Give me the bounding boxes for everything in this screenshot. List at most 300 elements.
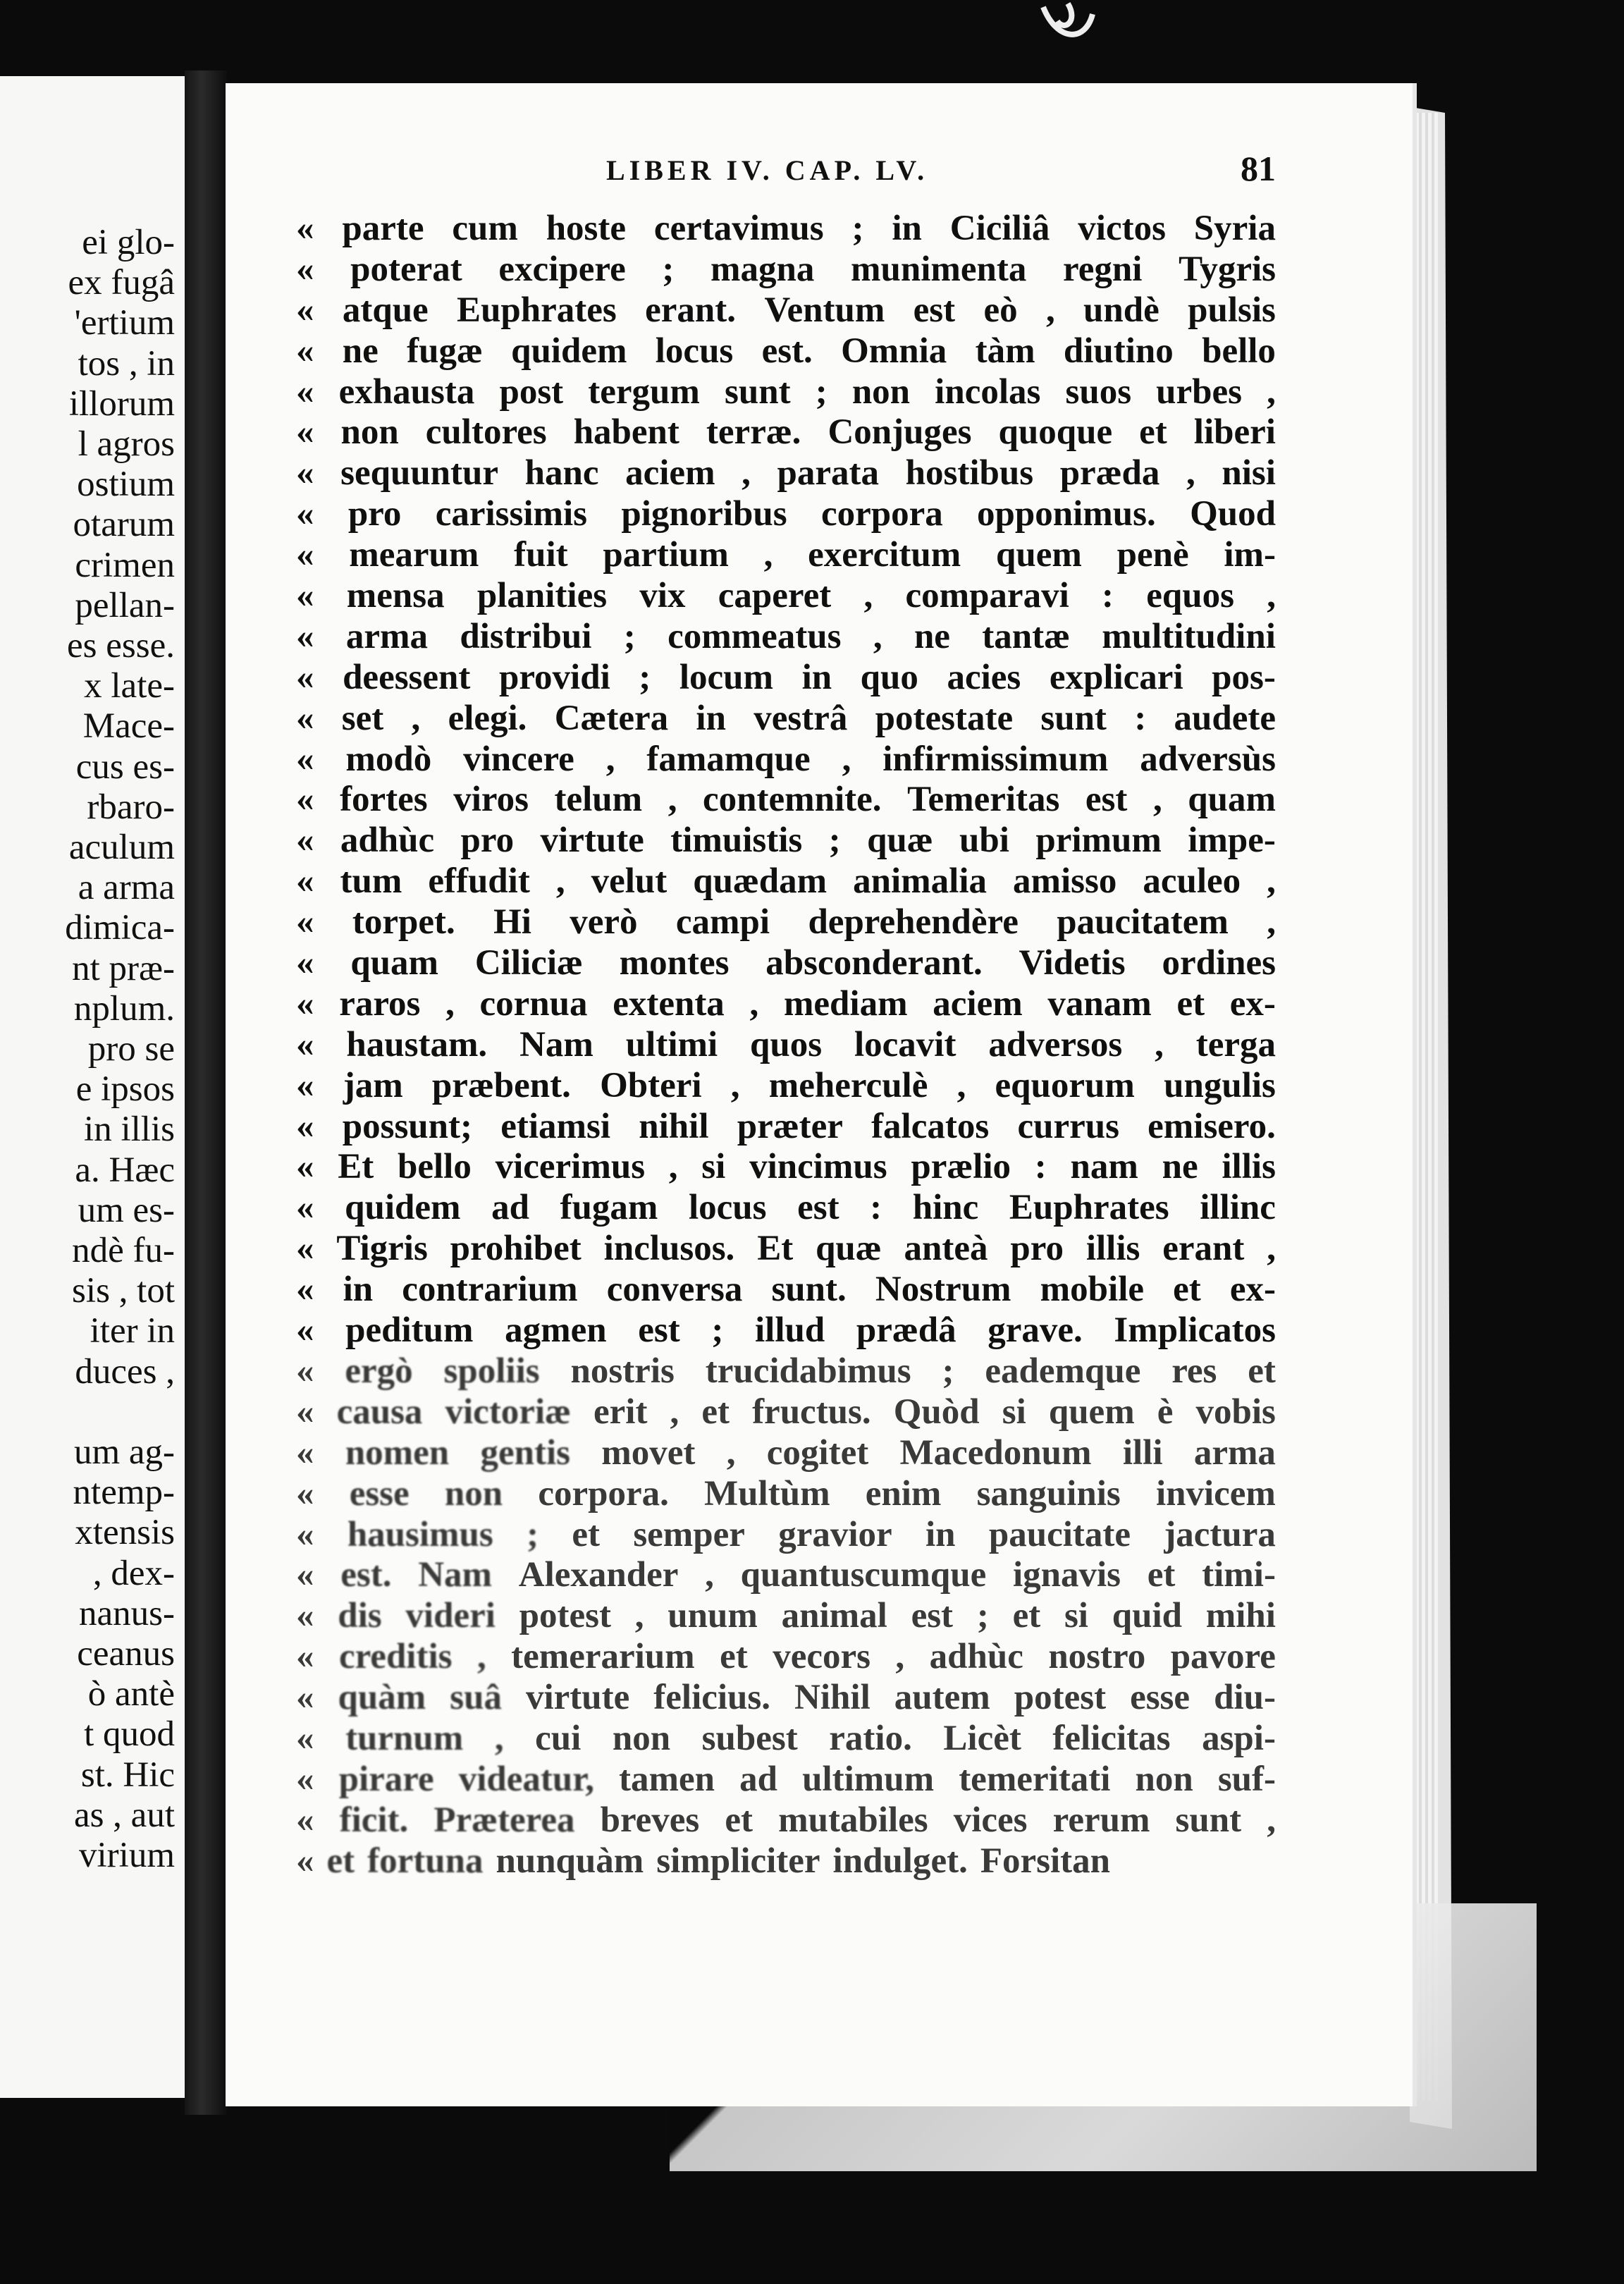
quote-mark: « [296, 1718, 314, 1758]
word: turnum [345, 1718, 464, 1758]
word: Forsitan [980, 1841, 1111, 1881]
word: Tigris [336, 1229, 428, 1269]
left-page-line: a. Hæc [75, 1150, 175, 1190]
word: præbent. [431, 1065, 571, 1105]
text-line [296, 902, 1276, 943]
word: quidem [511, 331, 627, 371]
left-page-line: cus es- [75, 747, 175, 787]
word: campi [675, 902, 770, 943]
left-page-line: nanus- [79, 1593, 175, 1633]
word: mediam [783, 983, 908, 1024]
word: et [572, 1514, 600, 1554]
text-line [296, 372, 1276, 413]
word: deessent [343, 657, 471, 697]
word: timuistis [670, 821, 803, 861]
left-page-line: x late- [84, 666, 175, 706]
word: , [1267, 861, 1276, 902]
word: pulsis [1188, 290, 1276, 330]
left-page-line: st. Hic [80, 1755, 175, 1795]
word: ne [342, 331, 379, 371]
word: Tygris [1179, 249, 1276, 289]
word: , [1267, 1800, 1276, 1840]
word: ; [662, 249, 675, 289]
word: , [730, 1065, 740, 1105]
body-text [296, 209, 1276, 1882]
word: hanc [524, 453, 599, 493]
word: Ciciliâ [949, 209, 1050, 248]
word: Nam [418, 1555, 493, 1595]
word: , [668, 1147, 678, 1187]
quote-mark: « [296, 1392, 314, 1432]
word: carissimis [435, 494, 588, 534]
word: tamen [619, 1759, 715, 1799]
word: illi [1122, 1432, 1163, 1473]
word: Obteri [600, 1065, 702, 1105]
word: suos [1065, 372, 1132, 412]
text-line [296, 1025, 1276, 1066]
word: multitudini [1102, 616, 1276, 656]
quote-mark: « [296, 902, 314, 943]
left-page-line: um ag- [73, 1432, 175, 1472]
word: non [851, 372, 911, 412]
left-page-line: ntemp- [73, 1473, 175, 1513]
word: etiamsi [500, 1106, 611, 1146]
word: providi [498, 657, 610, 697]
word: cui [535, 1718, 582, 1758]
word: autem [894, 1678, 990, 1718]
word: illis [1222, 1147, 1276, 1187]
word: eò [983, 290, 1018, 330]
word: quæ [867, 821, 933, 861]
word: incolas [935, 372, 1041, 412]
word: ficit. [339, 1800, 409, 1840]
word: possunt; [342, 1106, 472, 1146]
word: quàm [338, 1678, 426, 1718]
quote-mark: « [296, 1473, 314, 1514]
left-page-line: t quod [84, 1714, 175, 1755]
word: tàm [975, 331, 1035, 371]
quote-mark: « [296, 1147, 314, 1187]
word: audete [1174, 698, 1276, 738]
word: , [668, 780, 677, 820]
word: in [343, 1270, 374, 1310]
word: est [1085, 780, 1128, 820]
word: fortes [340, 780, 428, 820]
quote-mark: « [296, 1432, 314, 1473]
word: sunt [1175, 1800, 1242, 1840]
word: Nam [519, 1024, 593, 1064]
word: , [1155, 1024, 1164, 1064]
word: : [870, 1188, 882, 1228]
word: et [326, 1841, 355, 1881]
text-line [296, 1719, 1276, 1760]
word: esse [1130, 1678, 1191, 1718]
word: nunquàm [496, 1841, 644, 1881]
word: est [638, 1310, 680, 1351]
word: cultores [425, 412, 547, 453]
word: set [341, 698, 384, 738]
word: spoliis [443, 1351, 540, 1391]
word: , [1267, 576, 1276, 616]
word: sunt. [771, 1270, 847, 1310]
word: ; [639, 657, 651, 697]
word: regni [1063, 249, 1143, 289]
text-line [296, 1392, 1276, 1433]
word: quam [350, 943, 439, 983]
text-line [296, 412, 1276, 453]
word: paucitatem [1057, 902, 1229, 943]
left-page-line [0, 1392, 175, 1432]
word: vix [639, 576, 686, 616]
word: Implicatos [1114, 1310, 1276, 1351]
left-page-line: ceanus [77, 1633, 175, 1674]
word: jam [343, 1065, 403, 1105]
left-page-line: duces , [75, 1351, 175, 1392]
quote-mark: « [296, 1065, 314, 1105]
word: ultimi [625, 1024, 718, 1064]
word: movet [601, 1432, 696, 1473]
word: velut [591, 861, 668, 902]
word: semper [633, 1514, 745, 1554]
word: vestrâ [753, 698, 848, 738]
word: Syria [1193, 209, 1276, 248]
word: , [705, 1555, 714, 1595]
word: , [634, 1596, 644, 1636]
quote-mark: « [296, 780, 314, 820]
word: terræ. [706, 412, 801, 453]
word: planities [476, 576, 608, 616]
word: locus [655, 331, 734, 371]
word: pro [1010, 1229, 1064, 1269]
word: contemnite. [703, 780, 882, 820]
left-page-line: iter in [90, 1311, 175, 1351]
quote-mark: « [296, 1106, 314, 1146]
word: pro [460, 821, 515, 861]
word: , [605, 739, 615, 779]
word: illis [1085, 1229, 1140, 1269]
quote-mark: « [296, 698, 314, 738]
word: ex- [1229, 1270, 1276, 1310]
left-page-line: aculum [68, 828, 175, 868]
word: tantæ [982, 616, 1070, 656]
word: paucitate [988, 1514, 1131, 1554]
left-page-line: tos , in [78, 343, 175, 383]
word: prohibet [450, 1229, 582, 1269]
word: et [1173, 1270, 1201, 1310]
word: Et [757, 1229, 794, 1269]
word: quem [1048, 1392, 1135, 1432]
word: prælio [911, 1147, 1011, 1187]
left-page-line: um es- [78, 1190, 175, 1230]
word: atque [342, 290, 429, 330]
word: Quod [1190, 494, 1276, 534]
running-head: LIBER IV. CAP. LV. [606, 154, 929, 186]
word: ubi [959, 821, 1009, 861]
word: primum [1035, 821, 1162, 861]
word: nam [1070, 1147, 1138, 1187]
word: impe- [1188, 821, 1276, 861]
word: sequuntur [340, 453, 499, 493]
word: si [1002, 1392, 1026, 1432]
word: , [1267, 902, 1276, 943]
word: modò [345, 739, 432, 779]
word: sunt [1040, 698, 1107, 738]
text-line [296, 861, 1276, 902]
word: undè [1083, 290, 1159, 330]
word: , [1267, 372, 1276, 412]
word: si [701, 1147, 726, 1187]
word: ignavis [1012, 1555, 1121, 1595]
word: cogitet [766, 1432, 869, 1473]
left-page-line: e ipsos [75, 1069, 175, 1110]
word: videri [405, 1596, 496, 1636]
word: Euphrates [1009, 1188, 1169, 1228]
word: parte [342, 209, 424, 248]
left-page-line: dimica- [65, 908, 175, 948]
quote-mark: « [296, 821, 314, 861]
word: aciem [625, 453, 715, 493]
text-line [296, 576, 1276, 617]
word: Euphrates [457, 290, 617, 330]
word: telum [554, 780, 643, 820]
word: in [892, 209, 922, 248]
word: pro [347, 494, 402, 534]
word: , [1045, 290, 1055, 330]
quote-mark: « [296, 290, 314, 330]
word: fuit [514, 535, 568, 575]
word: creditis [338, 1637, 453, 1677]
word: haustam. [346, 1024, 488, 1064]
word: explicari [1049, 657, 1183, 697]
word: suâ [450, 1678, 502, 1718]
word: emisero. [1148, 1106, 1276, 1146]
text-line [296, 209, 1276, 250]
word: et [725, 1800, 753, 1840]
word: fructus. [752, 1392, 871, 1432]
word: conversa [606, 1270, 743, 1310]
left-page-line: ostium [77, 465, 175, 505]
word: montes [619, 943, 730, 983]
word: corpora [820, 494, 943, 534]
word: inclusos. [603, 1229, 735, 1269]
word: virtute [525, 1678, 630, 1718]
text-line [296, 699, 1276, 739]
word: ; [623, 616, 636, 656]
word: ; [711, 1310, 724, 1351]
word: causa [336, 1392, 423, 1432]
word: est [911, 1596, 954, 1636]
word: non [340, 412, 399, 453]
text-line [296, 290, 1276, 331]
word: bello [1202, 331, 1276, 371]
text-line [296, 1555, 1276, 1596]
left-page-line: sis , tot [72, 1271, 175, 1311]
left-page-line: Mace- [82, 706, 175, 747]
word: verò [570, 902, 638, 943]
word: vecors [773, 1637, 871, 1677]
word: tergum [588, 372, 700, 412]
quote-mark: « [296, 576, 314, 616]
quote-mark: « [296, 1351, 314, 1391]
word: vincere [463, 739, 574, 779]
word: nostris [570, 1351, 675, 1391]
text-line [296, 821, 1276, 861]
word: , [842, 739, 851, 779]
word: quidem [345, 1188, 461, 1228]
quote-mark: « [296, 1514, 314, 1554]
word: hausimus [347, 1514, 493, 1554]
word: Licèt [943, 1718, 1021, 1758]
word: mihi [1205, 1596, 1276, 1636]
word: temeritati [959, 1759, 1111, 1799]
left-page-line: crimen [75, 545, 175, 585]
left-page-line: ndè fu- [72, 1231, 175, 1271]
word: torpet. [352, 902, 455, 943]
word: Multùm [704, 1473, 830, 1514]
quote-mark: « [296, 1678, 314, 1718]
word: diu- [1214, 1678, 1276, 1718]
word: et [1176, 983, 1205, 1024]
quote-mark: « [296, 1637, 314, 1677]
text-line [296, 1351, 1276, 1392]
quote-mark: « [296, 494, 314, 534]
word: illinc [1200, 1188, 1276, 1228]
left-page-line: as , aut [73, 1795, 175, 1835]
word: Ventum [764, 290, 885, 330]
word: Omnia [841, 331, 947, 371]
text-line [296, 453, 1276, 494]
word: ; [828, 821, 841, 861]
word: comparavi [905, 576, 1069, 616]
text-line [296, 1760, 1276, 1800]
word: potest [1014, 1678, 1107, 1718]
text-line [296, 1270, 1276, 1310]
word: pos- [1212, 657, 1276, 697]
left-page-line: virium [79, 1835, 175, 1875]
quote-mark: « [296, 412, 314, 453]
word: potestate [875, 698, 1014, 738]
text-line [296, 250, 1276, 290]
word: exercitum [808, 535, 961, 575]
word: ungulis [1164, 1065, 1276, 1105]
word: : [1134, 698, 1147, 738]
quote-mark: « [296, 983, 314, 1024]
word: aciem [933, 983, 1023, 1024]
word: , [494, 1718, 504, 1758]
text-line [296, 617, 1276, 658]
word: et [1139, 412, 1167, 453]
word: im- [1224, 535, 1276, 575]
word: effudit [428, 861, 530, 902]
word: poterat [350, 249, 462, 289]
word: gravior [778, 1514, 892, 1554]
word: Præterea [433, 1800, 575, 1840]
word: in [801, 657, 832, 697]
word: excipere [498, 249, 626, 289]
word: raros [339, 983, 421, 1024]
word: urbes [1156, 372, 1243, 412]
word: adversos [988, 1024, 1123, 1064]
word: timi- [1202, 1555, 1276, 1595]
left-page-text [0, 223, 175, 1876]
word: distribui [460, 616, 592, 656]
word: ; [527, 1514, 539, 1554]
word: mobile [1040, 1270, 1144, 1310]
quote-mark: « [296, 1800, 314, 1840]
word: Videtis [1019, 943, 1126, 983]
word: felicitas [1052, 1718, 1171, 1758]
word: quoque [998, 412, 1113, 453]
left-page-line: otarum [73, 505, 175, 545]
word: Et [338, 1147, 374, 1187]
text-line [296, 739, 1276, 780]
text-line [296, 1107, 1276, 1148]
word: ergò [345, 1351, 413, 1391]
word: bello [398, 1147, 472, 1187]
left-page-line: pro se [87, 1029, 175, 1069]
word: nomen [345, 1432, 450, 1473]
text-line [296, 658, 1276, 699]
word: : [1102, 576, 1114, 616]
word: Conjuges [828, 412, 972, 453]
quote-mark: « [296, 861, 314, 902]
word: deprehendère [808, 902, 1019, 943]
word: : [1034, 1147, 1047, 1187]
left-page-line: 'ertium [74, 303, 175, 343]
word: est. [340, 1555, 392, 1595]
left-page-line: xtensis [75, 1513, 175, 1553]
quote-mark: « [296, 1759, 314, 1799]
word: extenta [613, 983, 725, 1024]
word: aspi- [1202, 1718, 1276, 1758]
word: cornua [479, 983, 588, 1024]
word: arma [345, 616, 428, 656]
word: sanguinis [976, 1473, 1121, 1514]
word: munimenta [851, 249, 1027, 289]
word: sunt [725, 372, 791, 412]
word: Hi [493, 902, 531, 943]
text-line [296, 1310, 1276, 1351]
quote-mark: « [296, 453, 314, 493]
word: meherculè [768, 1065, 928, 1105]
word: victoriæ [445, 1392, 571, 1432]
word: terga [1195, 1024, 1276, 1064]
word: , [763, 535, 773, 575]
left-page-line: , dex- [92, 1553, 175, 1593]
book-gutter [185, 70, 227, 2115]
word: ne [914, 616, 950, 656]
word: breves [600, 1800, 700, 1840]
quote-mark: « [296, 1555, 314, 1595]
word: ad [739, 1759, 777, 1799]
word: vicerimus [495, 1147, 646, 1187]
text-line [296, 780, 1276, 821]
word: quæ [816, 1229, 882, 1269]
word: pavore [1170, 1637, 1276, 1677]
text-line [296, 535, 1276, 576]
word: amisso [1013, 861, 1117, 902]
quote-mark: « [296, 1024, 314, 1064]
word: equorum [995, 1065, 1135, 1105]
left-page-line: pellan- [75, 585, 175, 625]
word: fortuna [367, 1841, 484, 1881]
word: , [1152, 780, 1162, 820]
left-page-line: illorum [68, 383, 175, 424]
word: post [499, 372, 564, 412]
quote-mark: « [296, 739, 314, 779]
word: peditum [345, 1310, 474, 1351]
word: , [863, 576, 873, 616]
